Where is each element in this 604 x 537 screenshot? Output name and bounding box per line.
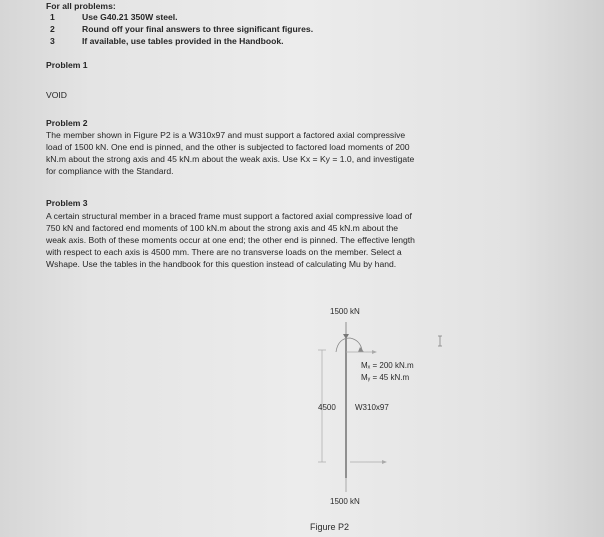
problem3-line: 750 kN and factored end moments of 100 kN.m about the strong axis and 45 kN.m about the [46,223,399,233]
problem1-body: VOID [46,90,68,100]
section-label: W310x97 [355,403,389,412]
problem3-line: A certain structural member in a braced frame must support a factored axial compressive load of [46,211,412,221]
header-title: For all problems: [46,1,116,11]
problem3-title: Problem 3 [46,198,88,208]
moment-y-label: Mᵧ = 45 kN.m [361,373,410,382]
bottom-axis-arrowhead [382,460,387,464]
problem2-line: kN.m about the strong axis and 45 kN.m about the weak axis. Use Kx = Ky = 1.0, and investigate [46,154,415,164]
problem3-line: with respect to each axis is 4500 mm. There are no transverse loads on the member. Select a [46,247,402,257]
top-load-label: 1500 kN [330,307,360,316]
problem2-line: The member shown in Figure P2 is a W310x97 and must support a factored axial compressive [46,130,406,140]
problem2-line: load of 1500 kN. One end is pinned, and the other is subjected to factored load moments of 200 [46,142,410,152]
bottom-load-label: 1500 kN [330,497,360,506]
problem1-title: Problem 1 [46,60,88,70]
rule-number: 2 [50,24,55,34]
rule-text: Round off your final answers to three significant figures. [82,24,314,34]
problem3-line: Wshape. Use the tables in the handbook for this question instead of calculating Mu by hand. [46,259,397,269]
moment-x-label: Mₓ = 200 kN.m [361,361,414,370]
rule-number: 3 [50,36,55,46]
problem2-title: Problem 2 [46,118,88,128]
rule-text: Use G40.21 350W steel. [82,12,178,22]
moment-arc [336,338,362,352]
moment-axis-arrowhead [372,350,377,354]
problem2-line: for compliance with the Standard. [46,166,174,176]
problem3-line: weak axis. Both of these moments occur at one end; the other end is pinned. The effective length [46,235,415,245]
length-label: 4500 [318,403,336,412]
figure-caption: Figure P2 [310,522,350,532]
rule-number: 1 [50,12,55,22]
rule-text: If available, use tables provided in the Handbook. [82,36,284,46]
